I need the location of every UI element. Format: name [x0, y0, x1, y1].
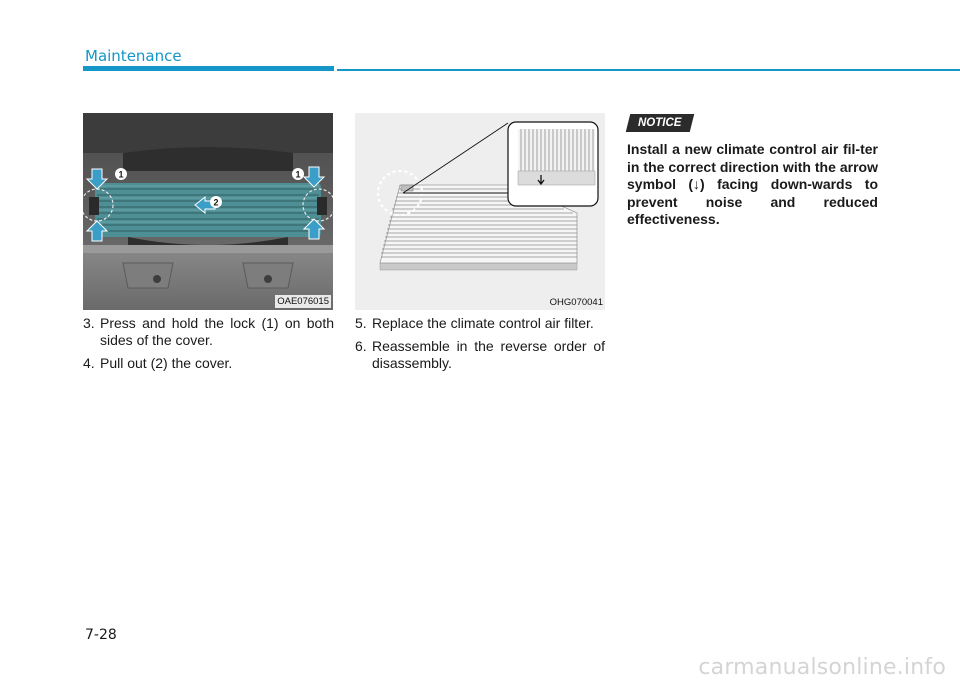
notice-label: NOTICE [638, 117, 682, 129]
list-item [83, 315, 334, 349]
steps-list-left [83, 315, 334, 378]
step-number: 5. [355, 315, 367, 331]
callout-2: 2 [213, 197, 219, 208]
filter-cover [95, 183, 321, 237]
filter-illustration [355, 113, 605, 310]
header-rule-thick [83, 66, 334, 71]
step-number: 3. [83, 315, 95, 331]
notice-text: Install a new climate control air fil-ter in the correct direction with the arrow symbol (↓) facing down-wards to prevent noise and reduced effectiveness. [627, 141, 878, 227]
steps-list-right [355, 315, 605, 378]
step-number: 4. [83, 355, 95, 371]
list-item [83, 355, 334, 372]
notice-badge [626, 114, 694, 132]
figure-filter-replacement [355, 113, 605, 310]
list-item [355, 315, 605, 332]
step-number: 6. [355, 338, 367, 354]
callout-1-left: 1 [118, 169, 124, 180]
step-text: Press and hold the lock (1) on both sides of the cover. [100, 315, 334, 348]
watermark: carmanualsonline.info [698, 655, 946, 680]
cover-illustration [83, 113, 333, 310]
filter-zoom-inset [508, 122, 598, 206]
step-text: Reassemble in the reverse order of disassembly. [372, 338, 605, 371]
page-number: 7-28 [85, 627, 117, 643]
figure-code: OHG070041 [549, 297, 603, 308]
section-title: Maintenance [85, 47, 182, 65]
figure-code: OAE076015 [277, 296, 329, 307]
figure-cover-locks [83, 113, 333, 310]
callout-1-right: 1 [295, 169, 301, 180]
step-text: Replace the climate control air filter. [372, 315, 594, 331]
header-rule-thin [337, 69, 960, 71]
step-text: Pull out (2) the cover. [100, 355, 233, 371]
list-item [355, 338, 605, 372]
